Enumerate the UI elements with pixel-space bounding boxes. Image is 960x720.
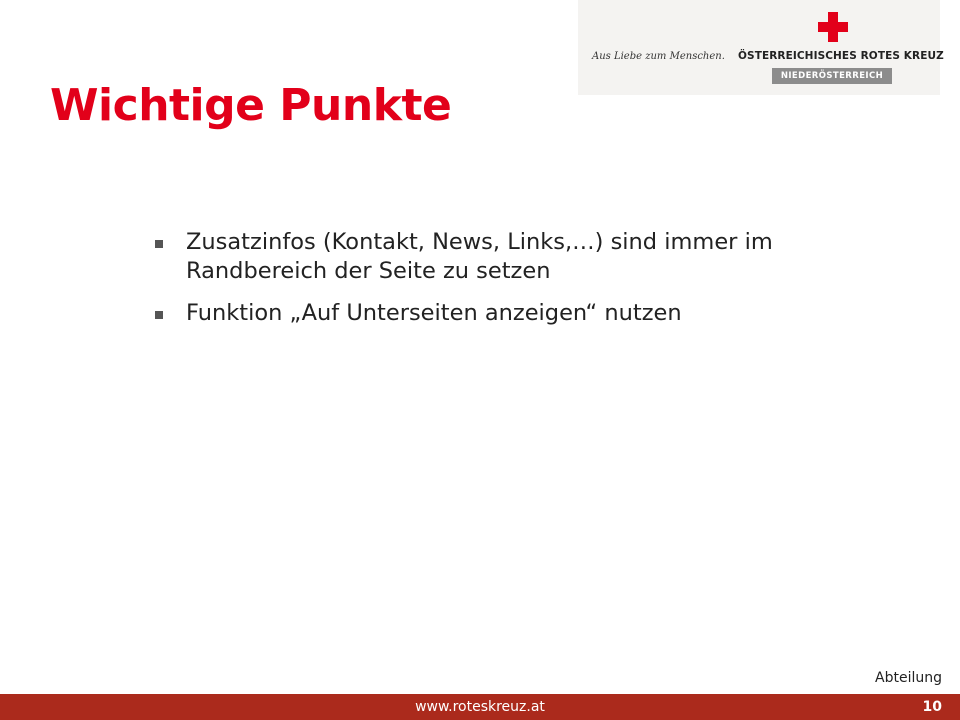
page-number: 10 <box>922 699 942 715</box>
slide-title: Wichtige Punkte <box>50 80 452 131</box>
footer-bar <box>0 694 960 720</box>
bullet-item <box>152 299 872 328</box>
square-bullet-icon <box>155 311 163 319</box>
bullet-text: Zusatzinfos (Kontakt, News, Links,…) sind immer im Randbereich der Seite zu setzen <box>186 229 773 285</box>
logo-tagline: Aus Liebe zum Menschen. <box>592 51 725 62</box>
department-label: Abteilung <box>875 670 942 686</box>
square-bullet-icon <box>155 240 163 248</box>
organization-region: NIEDERÖSTERREICH <box>772 68 892 84</box>
bullet-list <box>152 228 872 340</box>
footer-url[interactable]: www.roteskreuz.at <box>415 699 545 715</box>
bullet-item <box>152 228 872 287</box>
bullet-text: Funktion „Auf Unterseiten anzeigen“ nutzen <box>186 299 682 326</box>
red-cross-icon <box>818 12 848 42</box>
organization-name: ÖSTERREICHISCHES ROTES KREUZ <box>738 50 944 62</box>
